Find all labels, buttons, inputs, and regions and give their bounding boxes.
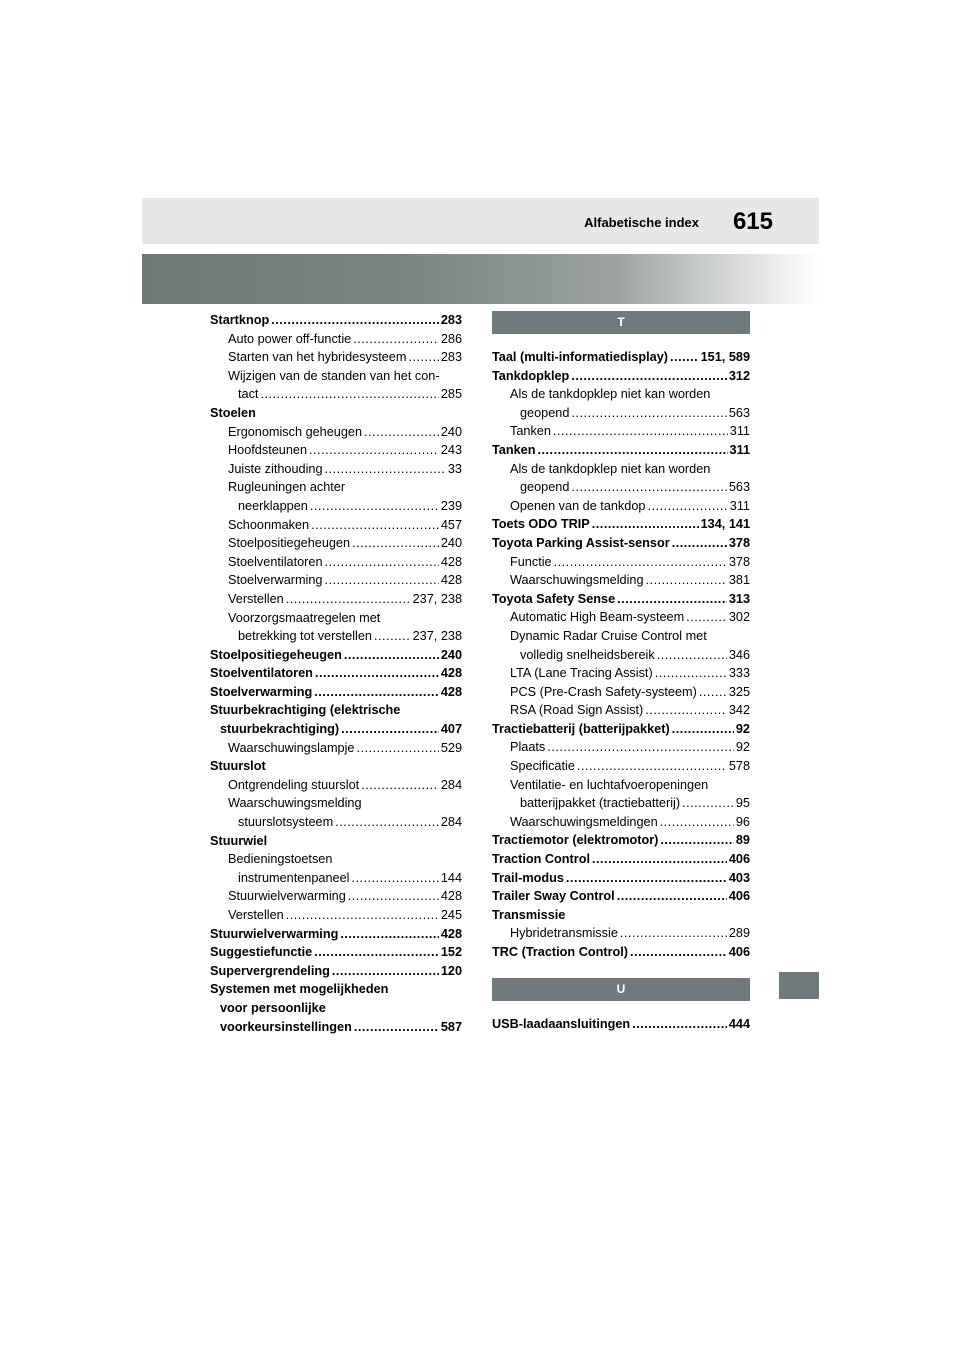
- leader-dots: [361, 776, 439, 795]
- entry-page: 95: [735, 796, 750, 811]
- index-entry: [210, 460, 462, 479]
- index-column-right: [492, 311, 750, 1033]
- leader-dots: [686, 608, 727, 627]
- leader-dots: [632, 1015, 727, 1034]
- index-entry: [210, 906, 462, 925]
- index-entry: [210, 832, 462, 851]
- entry-term: stuurslotsysteem: [238, 815, 334, 830]
- leader-dots: [672, 720, 734, 739]
- leader-dots: [260, 385, 438, 404]
- entry-term: Stuurwielverwarming: [228, 889, 346, 904]
- entry-term: Toyota Parking Assist-sensor: [492, 535, 670, 550]
- entry-term: Rugleuningen achter: [228, 480, 346, 495]
- entry-page: 243: [440, 443, 462, 458]
- leader-dots: [325, 571, 439, 590]
- entry-term: TRC (Traction Control): [492, 945, 629, 959]
- index-entry: [492, 683, 750, 702]
- index-entry: [210, 627, 462, 646]
- entry-page: 134, 141: [700, 517, 750, 532]
- entry-term: Stoelpositiegeheugen: [228, 536, 351, 551]
- entry-page: 428: [440, 889, 462, 904]
- index-entry: [210, 999, 462, 1018]
- index-entry: [492, 627, 750, 646]
- index-list-t: [492, 348, 750, 962]
- index-entry: [492, 850, 750, 869]
- entry-page: 342: [728, 703, 750, 718]
- index-entry: [210, 664, 462, 683]
- index-entry: [492, 794, 750, 813]
- leader-dots: [335, 813, 439, 832]
- index-entry: [492, 1015, 750, 1034]
- entry-term: Stoelen: [210, 405, 256, 420]
- entry-page: 444: [728, 1016, 750, 1031]
- index-entry: [210, 757, 462, 776]
- entry-term: Schoonmaken: [228, 517, 310, 532]
- entry-page: 406: [728, 889, 750, 904]
- index-entry: [492, 646, 750, 665]
- entry-term: Verstellen: [228, 908, 284, 922]
- leader-dots: [699, 683, 727, 702]
- entry-page: 237, 238: [412, 629, 462, 644]
- index-entry: [492, 869, 750, 888]
- index-entry: [210, 311, 462, 330]
- entry-term: Trail-modus: [492, 870, 564, 885]
- index-entry: [210, 404, 462, 423]
- index-entry: [210, 367, 462, 386]
- entry-page: 240: [440, 424, 462, 439]
- index-entry: [492, 608, 750, 627]
- entry-page: 144: [440, 870, 462, 885]
- entry-term: Stoelpositiegeheugen: [210, 647, 342, 662]
- entry-term: Tractiebatterij (batterijpakket): [492, 721, 670, 736]
- section-header-t: T: [492, 311, 750, 334]
- entry-page: 286: [440, 331, 462, 346]
- entry-page: 529: [440, 740, 462, 755]
- leader-dots: [537, 441, 727, 460]
- entry-page: 563: [728, 405, 750, 420]
- entry-term: Waarschuwingsmeldingen: [510, 814, 658, 829]
- entry-page: 96: [735, 814, 750, 829]
- entry-page: 406: [728, 945, 750, 959]
- index-entry: [492, 664, 750, 683]
- leader-dots: [657, 646, 727, 665]
- entry-page: 283: [440, 350, 462, 365]
- leader-dots: [547, 738, 734, 757]
- index-entry: [210, 962, 462, 981]
- leader-dots: [647, 497, 727, 516]
- entry-term: Traction Control: [492, 852, 590, 867]
- index-entry: [210, 571, 462, 590]
- index-entry: [210, 925, 462, 944]
- entry-page: 120: [440, 963, 462, 978]
- entry-term: Waarschuwingslampje: [228, 740, 355, 755]
- index-entry: [492, 757, 750, 776]
- index-entry: [492, 515, 750, 534]
- index-entry: [492, 887, 750, 906]
- entry-page: 457: [440, 517, 462, 532]
- leader-dots: [286, 590, 411, 609]
- index-entry: [210, 776, 462, 795]
- leader-dots: [617, 590, 727, 609]
- leader-dots: [353, 330, 439, 349]
- leader-dots: [553, 422, 728, 441]
- leader-dots: [311, 516, 439, 535]
- leader-dots: [566, 869, 727, 888]
- entry-term: Stuurslot: [210, 759, 266, 774]
- entry-term: Dynamic Radar Cruise Control met: [510, 628, 707, 643]
- entry-term: betrekking tot verstellen: [238, 629, 372, 644]
- index-entry: [210, 590, 462, 609]
- leader-dots: [325, 553, 439, 572]
- entry-page: 151, 589: [700, 350, 750, 364]
- entry-page: 381: [728, 573, 750, 588]
- index-entry: [492, 385, 750, 404]
- index-entry: [492, 924, 750, 943]
- entry-term: neerklappen: [238, 498, 308, 513]
- index-list-u: [492, 1015, 750, 1034]
- entry-term: Suggestiefunctie: [210, 945, 313, 960]
- leader-dots: [314, 683, 439, 702]
- leader-dots: [340, 925, 439, 944]
- entry-term: Transmissie: [492, 907, 566, 922]
- entry-page: 289: [728, 926, 750, 941]
- leader-dots: [408, 348, 438, 367]
- leader-dots: [620, 924, 727, 943]
- leader-dots: [348, 887, 439, 906]
- index-entry: [210, 869, 462, 888]
- index-column-left: [210, 311, 462, 1036]
- entry-term: Hybridetransmissie: [510, 926, 618, 941]
- leader-dots: [332, 962, 439, 981]
- entry-term: Als de tankdopklep niet kan worden: [510, 387, 711, 402]
- index-entry: [492, 460, 750, 479]
- entry-term: voor persoonlijke: [220, 1000, 326, 1015]
- leader-dots: [356, 739, 438, 758]
- index-entry: [492, 367, 750, 386]
- entry-term: Wijzigen van de standen van het con-: [228, 368, 440, 383]
- index-entry: [492, 441, 750, 460]
- leader-dots: [374, 627, 411, 646]
- index-entry: [492, 478, 750, 497]
- leader-dots: [592, 515, 699, 534]
- leader-dots: [352, 534, 439, 553]
- entry-page: 245: [440, 908, 462, 922]
- entry-page: 237, 238: [412, 591, 462, 606]
- index-entry: [210, 739, 462, 758]
- entry-page: 578: [728, 759, 750, 774]
- entry-term: Stoelverwarming: [210, 684, 313, 699]
- index-entry: [210, 701, 462, 720]
- entry-page: 92: [735, 721, 750, 736]
- index-entry: [492, 738, 750, 757]
- index-entry: [210, 348, 462, 367]
- entry-term: Auto power off-functie: [228, 331, 352, 346]
- entry-page: 325: [728, 684, 750, 699]
- entry-page: 378: [728, 535, 750, 550]
- leader-dots: [344, 646, 439, 665]
- entry-term: geopend: [520, 405, 570, 420]
- leader-dots: [309, 441, 439, 460]
- index-entry: [210, 423, 462, 442]
- leader-dots: [646, 571, 727, 590]
- entry-term: RSA (Road Sign Assist): [510, 703, 644, 718]
- leader-dots: [554, 553, 727, 572]
- leader-dots: [617, 887, 727, 906]
- entry-page: 563: [728, 480, 750, 495]
- entry-page: 302: [728, 610, 750, 625]
- index-entry: [210, 813, 462, 832]
- index-entry: [210, 683, 462, 702]
- page-number: 615: [732, 208, 773, 235]
- entry-page: 311: [729, 498, 750, 513]
- leader-dots: [315, 664, 439, 683]
- entry-term: Waarschuwingsmelding: [228, 796, 362, 811]
- entry-page: 403: [728, 870, 750, 885]
- entry-page: 240: [440, 536, 462, 551]
- index-entry: [492, 534, 750, 553]
- entry-page: 33: [447, 461, 462, 476]
- index-entry: [492, 553, 750, 572]
- leader-dots: [286, 906, 439, 925]
- entry-term: Hoofdsteunen: [228, 443, 308, 458]
- entry-page: 428: [440, 666, 462, 681]
- index-entry: [492, 813, 750, 832]
- index-entry: [210, 646, 462, 665]
- index-entry: [210, 385, 462, 404]
- entry-page: 239: [440, 498, 462, 513]
- index-entry: [492, 906, 750, 925]
- entry-term: PCS (Pre-Crash Safety-systeem): [510, 684, 697, 699]
- leader-dots: [351, 869, 438, 888]
- entry-term: Als de tankdopklep niet kan worden: [510, 461, 711, 476]
- entry-page: 378: [728, 554, 750, 569]
- index-entry: [210, 516, 462, 535]
- entry-page: 587: [440, 1019, 462, 1034]
- index-entry: [492, 831, 750, 850]
- entry-term: Tanken: [510, 424, 551, 439]
- entry-page: 240: [440, 647, 462, 662]
- entry-term: Specificatie: [510, 759, 575, 774]
- leader-dots: [630, 943, 727, 962]
- leader-dots: [645, 701, 727, 720]
- entry-term: Toyota Safety Sense: [492, 591, 616, 606]
- decorative-band: [142, 254, 819, 304]
- leader-dots: [314, 943, 439, 962]
- section-title: Alfabetische index: [584, 215, 699, 230]
- leader-dots: [341, 720, 439, 739]
- index-entry: [492, 497, 750, 516]
- index-entry: [210, 609, 462, 628]
- entry-term: Openen van de tankdop: [510, 498, 646, 513]
- entry-term: Startknop: [210, 313, 270, 327]
- index-entry: [210, 850, 462, 869]
- entry-term: Juiste zithouding: [228, 461, 323, 476]
- entry-page: 311: [729, 424, 750, 439]
- entry-term: Supervergrendeling: [210, 963, 330, 978]
- index-entry: [492, 943, 750, 962]
- leader-dots: [571, 367, 727, 386]
- entry-term: USB-laadaansluitingen: [492, 1016, 631, 1031]
- leader-dots: [577, 757, 727, 776]
- page-header: [142, 198, 819, 244]
- entry-term: Stuurwiel: [210, 833, 268, 848]
- index-entry: [210, 887, 462, 906]
- index-entry: [492, 590, 750, 609]
- leader-dots: [672, 534, 727, 553]
- entry-page: 313: [728, 591, 750, 606]
- entry-term: Tractiemotor (elektromotor): [492, 833, 659, 848]
- entry-term: Ventilatie- en luchtafvoeropeningen: [510, 777, 709, 792]
- entry-page: 92: [735, 740, 750, 755]
- index-entry: [210, 441, 462, 460]
- index-entry: [492, 776, 750, 795]
- entry-page: 285: [440, 387, 462, 402]
- entry-term: Stoelventilatoren: [228, 554, 323, 569]
- entry-term: Plaats: [510, 740, 546, 755]
- leader-dots: [660, 831, 734, 850]
- entry-term: Stuurwielverwarming: [210, 926, 339, 941]
- entry-page: 428: [440, 684, 462, 699]
- entry-term: Automatic High Beam-systeem: [510, 610, 685, 625]
- entry-term: Stoelventilatoren: [210, 666, 313, 681]
- entry-term: Bedieningstoetsen: [228, 852, 333, 867]
- entry-page: 284: [440, 777, 462, 792]
- index-entry: [210, 478, 462, 497]
- entry-term: LTA (Lane Tracing Assist): [510, 666, 653, 681]
- entry-term: Voorzorgsmaatregelen met: [228, 610, 381, 625]
- entry-page: 89: [735, 833, 750, 848]
- entry-term: Tankdopklep: [492, 368, 570, 383]
- leader-dots: [571, 478, 726, 497]
- entry-term: geopend: [520, 480, 570, 495]
- entry-term: stuurbekrachtiging): [220, 722, 340, 737]
- leader-dots: [660, 813, 734, 832]
- entry-term: Ontgrendeling stuurslot: [228, 777, 360, 792]
- leader-dots: [571, 404, 726, 423]
- entry-term: batterijpakket (tractiebatterij): [520, 796, 681, 811]
- section-header-u: U: [492, 978, 750, 1001]
- entry-term: Waarschuwingsmelding: [510, 573, 644, 588]
- index-entry: [210, 794, 462, 813]
- index-entry: [210, 553, 462, 572]
- leader-dots: [592, 850, 727, 869]
- index-entry: [210, 497, 462, 516]
- entry-page: 152: [440, 945, 462, 960]
- entry-term: volledig snelheidsbereik: [520, 647, 655, 662]
- entry-term: Trailer Sway Control: [492, 889, 615, 904]
- entry-term: tact: [238, 387, 259, 402]
- entry-term: Ergonomisch geheugen: [228, 424, 363, 439]
- entry-term: instrumentenpaneel: [238, 870, 350, 885]
- entry-page: 284: [440, 815, 462, 830]
- entry-term: Toets ODO TRIP: [492, 517, 590, 532]
- entry-page: 312: [728, 368, 750, 383]
- entry-term: Functie: [510, 554, 552, 569]
- index-entry: [492, 348, 750, 367]
- leader-dots: [271, 311, 439, 330]
- index-entry: [210, 1018, 462, 1037]
- entry-term: Stuurbekrachtiging (elektrische: [210, 703, 401, 718]
- index-entry: [210, 943, 462, 962]
- entry-term: Stoelverwarming: [228, 573, 323, 588]
- entry-term: voorkeursinstellingen: [220, 1019, 352, 1034]
- entry-term: Systemen met mogelijkheden: [210, 982, 389, 997]
- index-entry: [492, 422, 750, 441]
- entry-term: Verstellen: [228, 591, 284, 606]
- leader-dots: [325, 460, 446, 479]
- index-entry: [210, 720, 462, 739]
- thumb-index-tab: [779, 972, 819, 999]
- entry-term: Starten van het hybridesysteem: [228, 350, 407, 365]
- leader-dots: [655, 664, 727, 683]
- leader-dots: [670, 348, 699, 367]
- entry-page: 311: [729, 442, 750, 457]
- entry-page: 428: [440, 573, 462, 588]
- index-entry: [210, 534, 462, 553]
- index-entry: [210, 330, 462, 349]
- entry-page: 283: [440, 313, 462, 327]
- entry-term: Taal (multi-informatiedisplay): [492, 350, 669, 364]
- leader-dots: [364, 423, 439, 442]
- entry-page: 407: [440, 722, 462, 737]
- index-entry: [492, 720, 750, 739]
- entry-page: 406: [728, 852, 750, 867]
- leader-dots: [682, 794, 734, 813]
- index-entry: [210, 980, 462, 999]
- entry-page: 428: [440, 554, 462, 569]
- leader-dots: [354, 1018, 439, 1037]
- index-entry: [492, 404, 750, 423]
- entry-page: 346: [728, 647, 750, 662]
- entry-page: 428: [440, 926, 462, 941]
- index-entry: [492, 571, 750, 590]
- entry-page: 333: [728, 666, 750, 681]
- leader-dots: [310, 497, 439, 516]
- entry-term: Tanken: [492, 442, 536, 457]
- index-entry: [492, 701, 750, 720]
